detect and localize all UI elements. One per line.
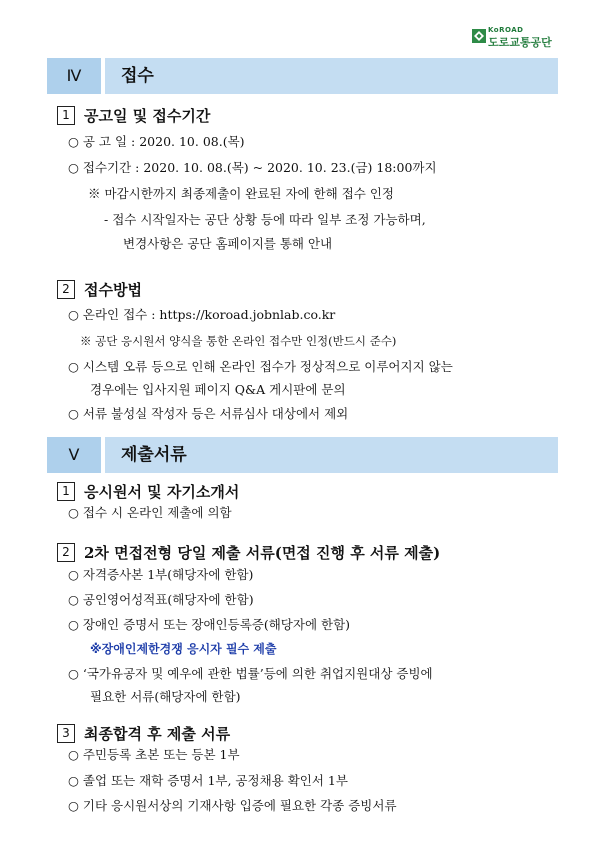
subheading-number: 2 — [57, 543, 75, 562]
section-title: 제출서류 — [105, 437, 558, 473]
subheading-final-docs — [57, 723, 230, 743]
subheading-number: 3 — [57, 724, 75, 743]
bullet-online-url: ○ 온라인 접수 : https://koroad.jobnlab.co.kr — [68, 307, 336, 322]
subheading-application — [57, 481, 239, 501]
bullet-system-error: ○ 시스템 오류 등으로 인해 온라인 접수가 정상적으로 이루어지지 않는 — [68, 359, 453, 374]
note-disability-required: ※장애인제한경쟁 응시자 필수 제출 — [90, 642, 277, 656]
subheading-title: 최종합격 후 제출 서류 — [84, 724, 231, 743]
subheading-title: 접수방법 — [84, 280, 142, 299]
subheading-title: 공고일 및 접수기간 — [84, 106, 211, 125]
subheading-number: 2 — [57, 280, 75, 299]
bullet-graduation-cert: ○ 졸업 또는 재학 증명서 1부, 공정채용 확인서 1부 — [68, 773, 348, 788]
koroad-logo — [472, 26, 582, 52]
bullet-online-submit: ○ 접수 시 온라인 제출에 의함 — [68, 505, 232, 520]
bullet-exclusion: ○ 서류 불성실 작성자 등은 서류심사 대상에서 제외 — [68, 406, 349, 421]
note-deadline: ※ 마감시한까지 최종제출이 완료된 자에 한해 접수 인정 — [88, 186, 394, 201]
subheading-title: 2차 면접전형 당일 제출 서류(면접 진행 후 서류 제출) — [84, 543, 441, 562]
section-title: 접수 — [105, 58, 558, 94]
subheading-number: 1 — [57, 106, 75, 125]
subheading-interview-docs — [57, 542, 440, 562]
bullet-disability-cert: ○ 장애인 증명서 또는 장애인등록증(해당자에 한함) — [68, 617, 351, 632]
bullet-announce-date: ○ 공 고 일 : 2020. 10. 08.(목) — [68, 134, 245, 149]
logo-english: KoROAD — [488, 26, 524, 34]
subheading-number: 1 — [57, 482, 75, 501]
subheading-period — [57, 105, 210, 125]
bullet-veterans-cont: 필요한 서류(해당자에 한함) — [90, 689, 241, 704]
section-header-documents — [47, 437, 558, 473]
bullet-system-error-cont: 경우에는 입사지원 페이지 Q&A 게시판에 문의 — [90, 382, 346, 397]
note-online-only: ※ 공단 응시원서 양식을 통한 온라인 접수만 인정(반드시 준수) — [80, 334, 397, 348]
subheading-method — [57, 279, 142, 299]
section-number: Ⅴ — [47, 437, 101, 473]
bullet-other-proof: ○ 기타 응시원서상의 기재사항 입증에 필요한 각종 증빙서류 — [68, 798, 397, 813]
logo-mark-icon — [472, 29, 486, 43]
note-adjustment: - 접수 시작일자는 공단 상황 등에 따라 일부 조정 가능하며, — [104, 212, 426, 227]
bullet-certificate: ○ 자격증사본 1부(해당자에 한함) — [68, 567, 254, 582]
bullet-reception-period: ○ 접수기간 : 2020. 10. 08.(목) ~ 2020. 10. 23.(금) 18:00까지 — [68, 160, 437, 175]
note-adjustment-cont: 변경사항은 공단 홈페이지를 통해 안내 — [123, 236, 333, 251]
bullet-veterans: ○ ‘국가유공자 및 예우에 관한 법률’등에 의한 취업지원대상 증빙에 — [68, 666, 433, 681]
section-header-reception — [47, 58, 558, 94]
bullet-english-score: ○ 공인영어성적표(해당자에 한함) — [68, 592, 254, 607]
bullet-resident-register: ○ 주민등록 초본 또는 등본 1부 — [68, 747, 240, 762]
subheading-title: 응시원서 및 자기소개서 — [84, 482, 240, 501]
section-number: Ⅳ — [47, 58, 101, 94]
logo-korean: 도로교통공단 — [488, 36, 552, 49]
